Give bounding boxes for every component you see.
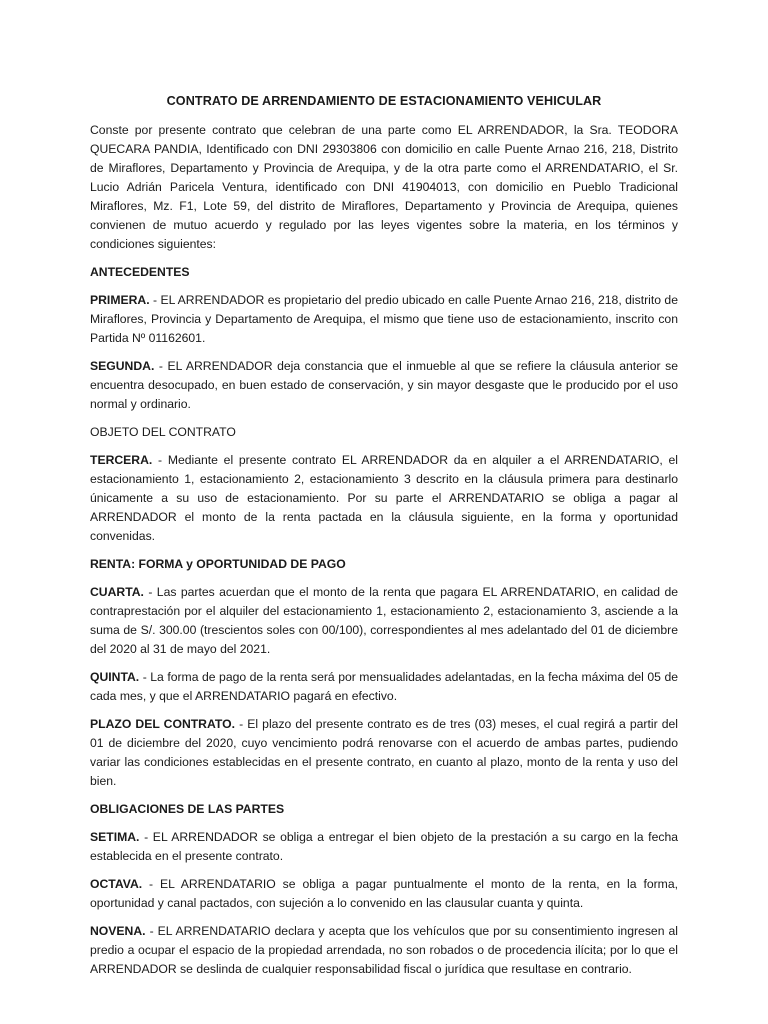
clause-lead: CUARTA. bbox=[90, 585, 144, 599]
clause-lead: OCTAVA. bbox=[90, 877, 143, 891]
clause-text: - El plazo del presente contrato es de tres (03) meses, el cual regirá a partir del 01 de diciembre del 2020, cuyo vencimiento podrá renovarse con el acuerdo de ambas partes, pudiendo variar las condiciones establecidas en el presente contrato, en cuanto al plazo, monto de la renta y uso del bien. bbox=[90, 717, 678, 788]
clause-text: - EL ARRENDADOR es propietario del predio ubicado en calle Puente Arnao 216, 218, distrito de Miraflores, Provincia y Departamento de Arequipa, el mismo que tiene uso de estacionamiento, inscrito con Partida Nº 01162601. bbox=[90, 293, 678, 345]
clause-octava bbox=[90, 875, 678, 913]
clause-setima bbox=[90, 828, 678, 866]
clause-lead: PRIMERA. bbox=[90, 293, 150, 307]
document-page bbox=[90, 92, 678, 988]
section-heading-antecedentes: ANTECEDENTES bbox=[90, 265, 190, 279]
clause-text: - EL ARRENDADOR se obliga a entregar el bien objeto de la prestación a su cargo en la fecha establecida en el presente contrato. bbox=[90, 830, 678, 863]
clause-lead: PLAZO DEL CONTRATO. bbox=[90, 717, 235, 731]
clause-lead: TERCERA. bbox=[90, 453, 153, 467]
clause-text: - Mediante el presente contrato EL ARRENDADOR da en alquiler a el ARRENDATARIO, el estacionamiento 1, estacionamiento 2, estacionamiento 3 descrito en la cláusula primera para destinarlo únicamente a su uso de estacionamiento. Por su parte el ARRENDATARIO se obliga a pagar al ARRENDADOR el monto de la renta pactada en la cláusula siguiente, en la forma y oportunidad convenidas. bbox=[90, 453, 678, 543]
clause-plazo bbox=[90, 715, 678, 791]
clause-segunda bbox=[90, 357, 678, 414]
clause-lead: SEGUNDA. bbox=[90, 359, 155, 373]
clause-lead: NOVENA. bbox=[90, 924, 146, 938]
section-heading-obligaciones: OBLIGACIONES DE LAS PARTES bbox=[90, 802, 285, 816]
clause-cuarta bbox=[90, 583, 678, 659]
clause-text: - EL ARRENDATARIO declara y acepta que los vehículos que por su consentimiento ingresen al predio a ocupar el espacio de la propiedad arrendada, no son robados o de procedencia ilícita; por lo que el ARRENDADOR se deslinda de cualquier responsabilidad fiscal o jurídica que resultase en contrario. bbox=[90, 924, 678, 976]
section-heading-renta: RENTA: FORMA y OPORTUNIDAD DE PAGO bbox=[90, 557, 346, 571]
clause-text: - Las partes acuerdan que el monto de la renta que pagara EL ARRENDATARIO, en calidad de contraprestación por el alquiler del estacionamiento 1, estacionamiento 2, estacionamiento 3, asciende a la suma de S/. 300.00 (trescientos soles con 00/100), correspondientes al mes adelantado del 01 de diciembre del 2020 al 31 de mayo del 2021. bbox=[90, 585, 678, 656]
section-heading-objeto: OBJETO DEL CONTRATO bbox=[90, 425, 236, 439]
clause-novena bbox=[90, 922, 678, 979]
clause-quinta bbox=[90, 668, 678, 706]
clause-lead: QUINTA. bbox=[90, 670, 140, 684]
clause-lead: SETIMA. bbox=[90, 830, 140, 844]
clause-primera bbox=[90, 291, 678, 348]
document-title: CONTRATO DE ARRENDAMIENTO DE ESTACIONAMIENTO VEHICULAR bbox=[166, 94, 602, 108]
clause-text: - EL ARRENDATARIO se obliga a pagar puntualmente el monto de la renta, en la forma, oportunidad y canal pactados, con sujeción a lo convenido en las clausular cuanta y quinta. bbox=[90, 877, 678, 910]
clause-tercera bbox=[90, 451, 678, 546]
clause-text: - La forma de pago de la renta será por mensualidades adelantadas, en la fecha máxima del 05 de cada mes, y que el ARRENDATARIO pagará en efectivo. bbox=[90, 670, 678, 703]
clause-text: - EL ARRENDADOR deja constancia que el inmueble al que se refiere la cláusula anterior se encuentra desocupado, en buen estado de conservación, y sin mayor desgaste que le producido por el uso normal y ordinario. bbox=[90, 359, 678, 411]
intro-paragraph: Conste por presente contrato que celebran de una parte como EL ARRENDADOR, la Sra. TEODORA QUECARA PANDIA, Identificado con DNI 29303806 con domicilio en calle Puente Arnao 216, 218, Distrito de Miraflores, Departamento y Provincia de Arequipa, y de la otra parte como el ARRENDATARIO, el Sr. Lucio Adrián Paricela Ventura, identificado con DNI 41904013, con domicilio en Pueblo Tradicional Miraflores, Mz. F1, Lote 59, del distrito de Miraflores, Departamento y Provincia de Arequipa, quienes convienen de mutuo acuerdo y regulado por las leyes vigentes sobre la materia, en los términos y condiciones siguientes: bbox=[90, 123, 678, 251]
